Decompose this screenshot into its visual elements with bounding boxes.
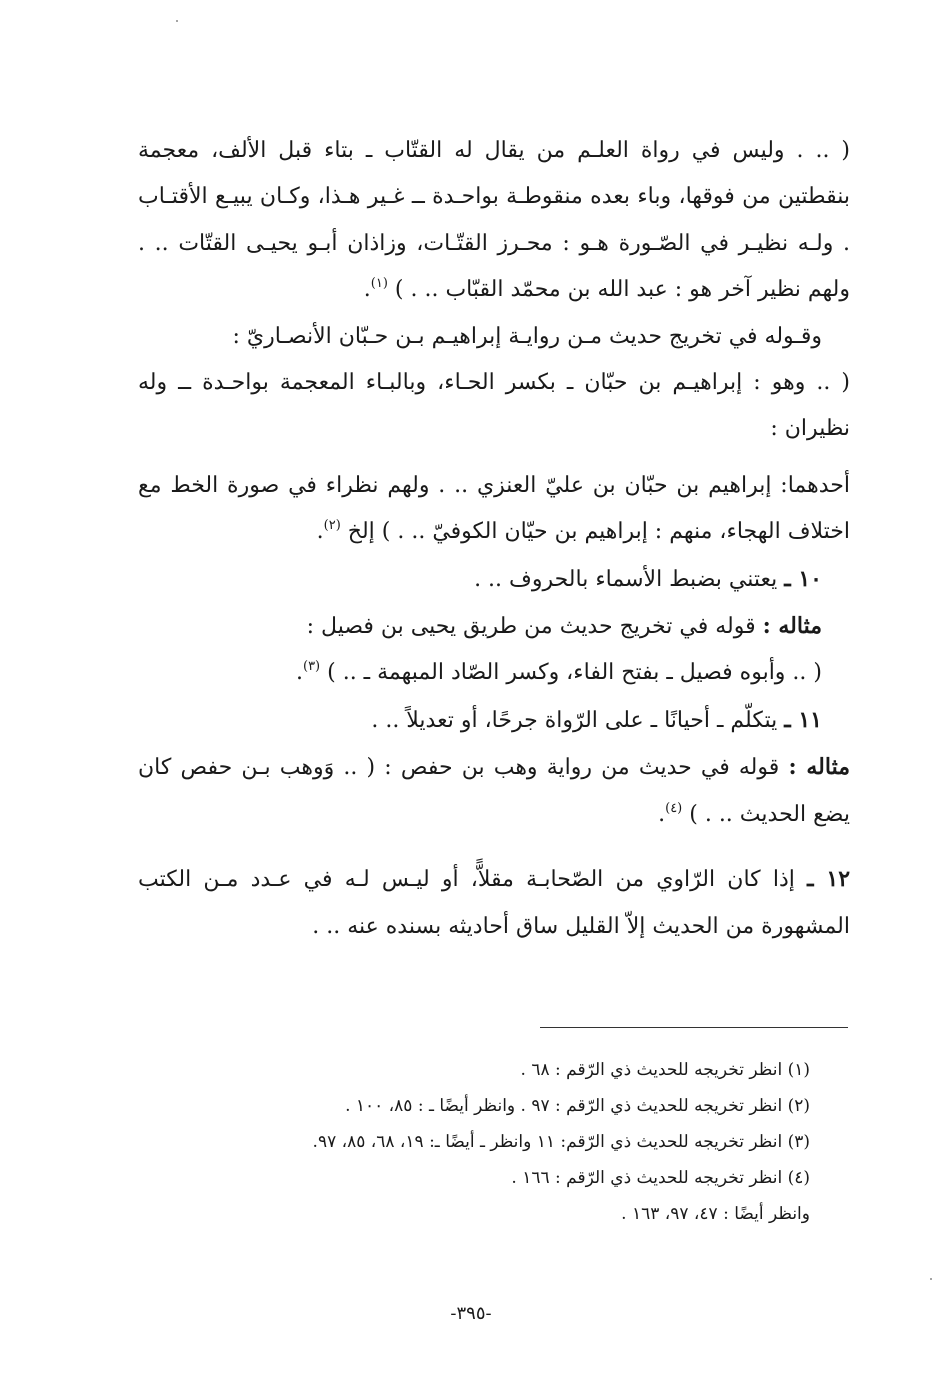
example-paragraph: [138, 744, 850, 838]
footnote: (١) انظر تخريجه للحديث ذي الرّقم : ٦٨ .: [520, 1060, 810, 1080]
footnote-separator: [540, 1027, 848, 1028]
paragraph-text: قوله في تخريج حديث من طريق يحيى بن فصيل :: [306, 614, 756, 640]
footnote: (٢) انظر تخريجه للحديث ذي الرّقم : ٩٧ . وانظر أيضًا ـ : ٨٥، ١٠٠ .: [345, 1096, 810, 1116]
paragraph-end: .: [295, 660, 303, 686]
paragraph-end: .: [363, 277, 371, 303]
paragraph: [138, 360, 850, 453]
paragraph: [138, 463, 850, 556]
numbered-item: [138, 697, 850, 744]
paragraph: [138, 314, 850, 360]
footnote: (٣) انظر تخريجه للحديث ذي الرّقم: ١١ وانظر ـ أيضًا ـ: ١٩، ٦٨، ٨٥، ٩٧.: [312, 1132, 810, 1152]
paragraph-text: ( .. وأبوه فصيل ـ بفتح الفاء، وكسر الصّاد المبهمة ـ .. ): [327, 660, 822, 686]
footnote-marker: (٤): [665, 800, 683, 816]
paragraph-end: .: [658, 801, 666, 827]
paragraph-text: ( .. وهو : إبراهيـم بن حبّان ـ بكسر الحـاء، وبالبـاء المعجمة بواحـدة ــ وله نظيران :: [138, 370, 850, 442]
footnotes: [130, 1052, 810, 1232]
footnote-marker: (١): [370, 276, 388, 292]
footnote: وانظر أيضًا : ٤٧، ٩٧، ١٦٣ .: [621, 1204, 810, 1224]
paragraph: [138, 128, 850, 314]
paragraph-text: يتكلّم ـ أحيانًا ـ على الرّواة جرحًا، أو تعديلاً .. .: [371, 707, 778, 733]
paragraph-text: يعتني بضبط الأسماء بالحروف .. .: [474, 566, 778, 592]
paragraph-text: إذا كان الرّاوي من الصّحابـة مقلاًّ، أو ليـس لـه في عـدد مـن الكتب المشهورة من الحديث إلاّ القليل ساق أحاديثه بسنده عنه .. .: [138, 867, 850, 939]
scan-speck: [176, 20, 178, 22]
body-text: [138, 128, 850, 950]
footnote-marker: (٣): [302, 659, 321, 675]
paragraph-text: وقـوله في تخريج حديث مـن روايـة إبراهيـم بـن حـبّان الأنصـاريّ :: [232, 323, 822, 349]
item-number: ١١ ـ: [784, 706, 822, 733]
item-number: ١٢ ـ: [807, 866, 851, 893]
numbered-item: [138, 556, 850, 603]
quote-paragraph: [138, 650, 850, 696]
footnote-marker: (٢): [323, 518, 341, 534]
paragraph-end: .: [316, 519, 324, 545]
paragraph-text: ( .. . وليس في رواة العلـم من يقال له القتّاب ـ بتاء قبل الألف، معجمة بنقطتين من فوقها، وباء بعده منقوطـة بواحـدة ــ غـير هـذا، وكـان يبيـع الأقتـاب . ولـه نظيـر في الصّـورة هـو : محـرز القتّـات، وزاذان أبـو يحيـى القتّات .. . ولهم نظير آخر هو : عبد الله بن محمّد القبّاب .. . ): [138, 138, 850, 303]
page-number: -٣٩٥-: [450, 1303, 492, 1324]
numbered-item: [138, 856, 850, 950]
paragraph-text: قوله في حديث من رواية وهب بن حفص : ( .. وَوهب بـن حفص كان يضع الحديث .. . ): [138, 755, 850, 827]
example-label: مثاله :: [788, 754, 851, 781]
example-label: مثاله :: [762, 613, 822, 640]
scan-speck: [930, 1278, 932, 1280]
item-number: ١٠ ـ: [784, 565, 822, 592]
paragraph-text: أحدهما: إبراهيم بن حبّان بن عليّ العنزي .. . ولهم نظراء في صورة الخط مع اختلاف الهجاء، منهم : إبراهيم بن حيّان الكوفيّ .. . ) إلخ: [138, 472, 850, 545]
footnote: (٤) انظر تخريجه للحديث ذي الرّقم : ١٦٦ .: [511, 1168, 810, 1188]
example-paragraph: [138, 603, 850, 650]
